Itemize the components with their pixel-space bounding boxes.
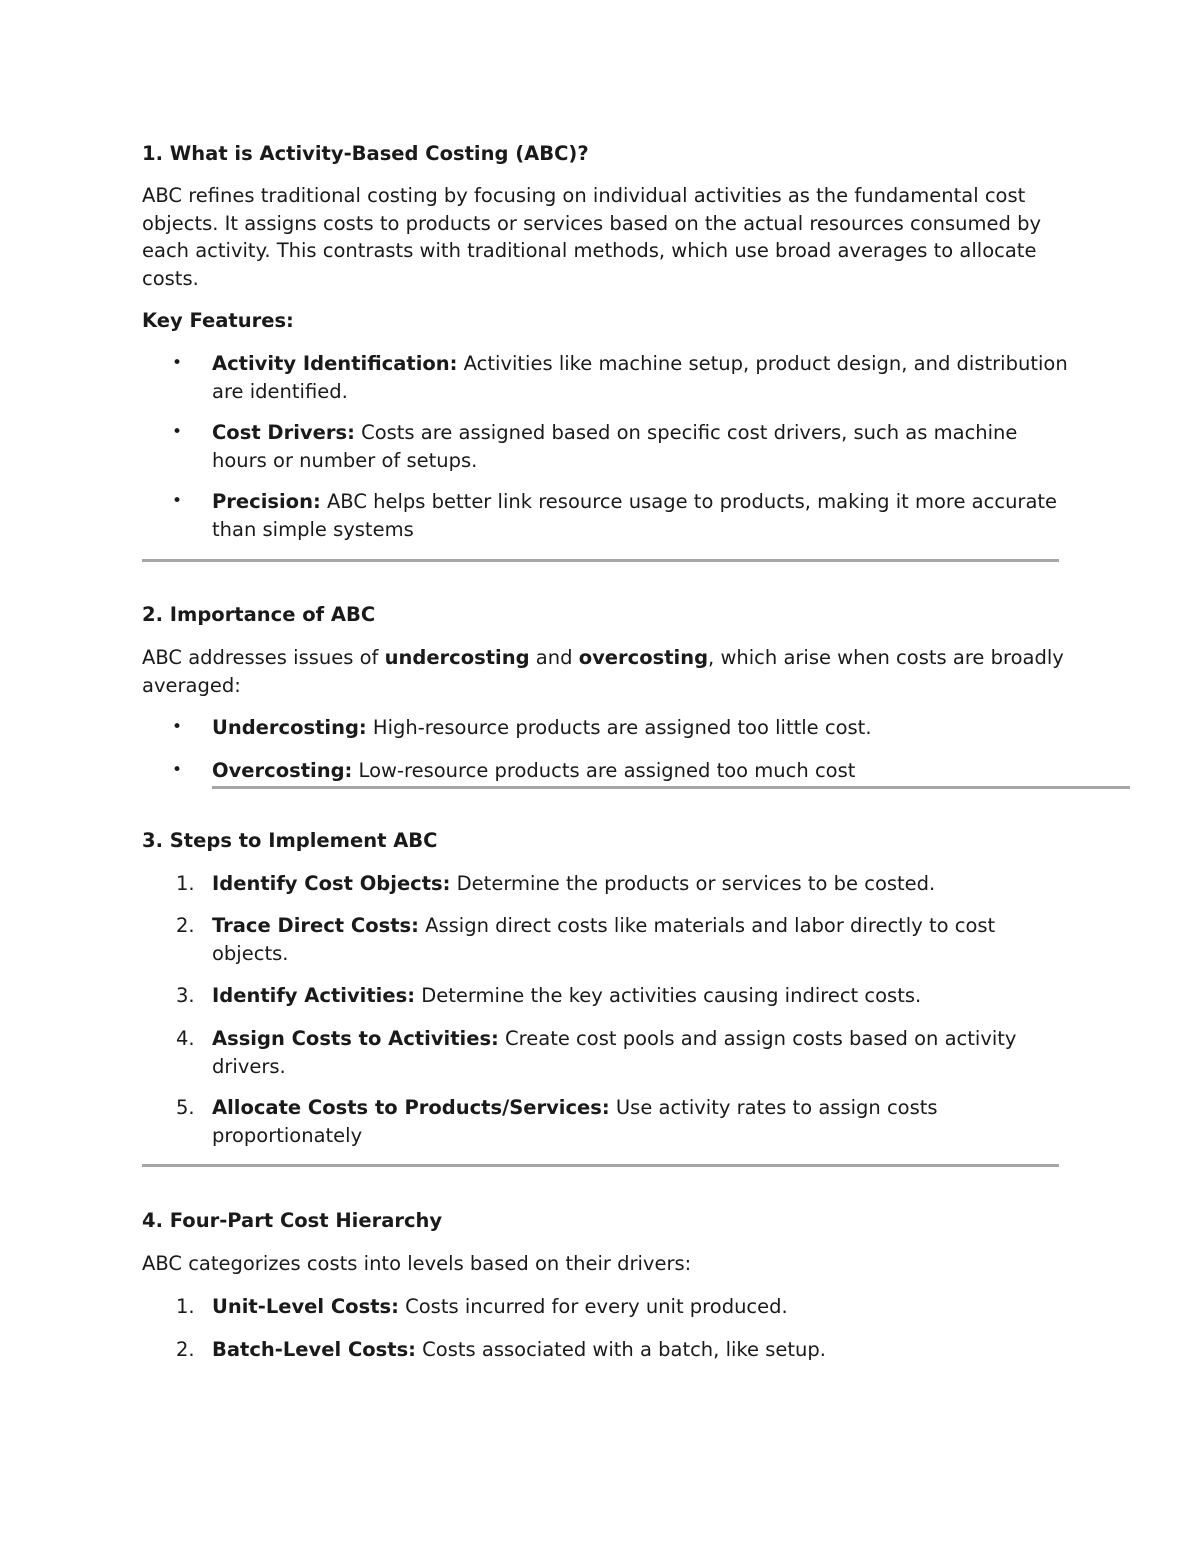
list-item-term: Overcosting: bbox=[212, 759, 353, 782]
list-item-body: Low-resource products are assigned too much cost bbox=[352, 759, 856, 782]
list-item-term: Identify Activities: bbox=[212, 984, 415, 1007]
item-number: 5. bbox=[176, 1096, 195, 1119]
list-item-text bbox=[212, 419, 1072, 474]
intro-text: , which arise when costs are broadly averaged: bbox=[142, 646, 1064, 697]
section-3 bbox=[142, 827, 437, 855]
list-item-text bbox=[212, 1336, 1072, 1364]
item-number: 2. bbox=[176, 914, 195, 937]
item-number: 3. bbox=[176, 984, 195, 1007]
section-2 bbox=[142, 601, 375, 629]
list-item-text bbox=[212, 714, 1072, 742]
list-item-text bbox=[212, 982, 1072, 1010]
list-item-body: Use activity rates to assign costs proportionately bbox=[212, 1096, 938, 1147]
horizontal-rule bbox=[212, 786, 1130, 789]
section-4-paragraph-wrap bbox=[142, 1250, 1072, 1278]
intro-text: ABC addresses issues of bbox=[142, 646, 385, 669]
list-item-body: Costs are assigned based on specific cost drivers, such as machine hours or number of setups. bbox=[212, 421, 1018, 472]
list-item-term: Assign Costs to Activities: bbox=[212, 1027, 499, 1050]
bullet-icon: • bbox=[172, 422, 183, 442]
list-item-body: Activities like machine setup, product design, and distribution are identified. bbox=[212, 352, 1068, 403]
list-item-text bbox=[212, 488, 1072, 543]
list-item-term: Activity Identification: bbox=[212, 352, 458, 375]
item-number: 4. bbox=[176, 1027, 195, 1050]
list-item-text bbox=[212, 350, 1072, 405]
section-1-paragraph: ABC refines traditional costing by focusing on individual activities as the fundamental cost objects. It assigns costs to products or services based on the actual resources consumed by each activity. This contrasts with traditional methods, which use broad averages to allocate costs. bbox=[142, 184, 1042, 290]
horizontal-rule bbox=[142, 1164, 1059, 1167]
list-item-text bbox=[212, 912, 1072, 967]
key-features-wrap bbox=[142, 307, 294, 335]
list-item-term: Identify Cost Objects: bbox=[212, 872, 451, 895]
list-item-body: Costs incurred for every unit produced. bbox=[398, 1295, 788, 1318]
section-1-heading: 1. What is Activity-Based Costing (ABC)? bbox=[142, 142, 589, 165]
bullet-icon: • bbox=[172, 717, 183, 737]
list-item-term: Unit-Level Costs: bbox=[212, 1295, 399, 1318]
item-number: 1. bbox=[176, 1295, 195, 1318]
list-item-term: Trace Direct Costs: bbox=[212, 914, 419, 937]
section-2-paragraph bbox=[142, 644, 1072, 699]
intro-text: and bbox=[529, 646, 579, 669]
list-item-body: Costs associated with a batch, like setup. bbox=[415, 1338, 826, 1361]
list-item-term: Precision: bbox=[212, 490, 321, 513]
list-item-term: Cost Drivers: bbox=[212, 421, 355, 444]
list-item-term: Batch-Level Costs: bbox=[212, 1338, 416, 1361]
list-item-text bbox=[212, 870, 1072, 898]
list-item-body: Create cost pools and assign costs based on activity drivers. bbox=[212, 1027, 1017, 1078]
list-item-text bbox=[212, 1025, 1072, 1080]
item-number: 2. bbox=[176, 1338, 195, 1361]
list-item-body: High-resource products are assigned too little cost. bbox=[366, 716, 872, 739]
section-4-heading: 4. Four-Part Cost Hierarchy bbox=[142, 1209, 443, 1232]
key-features-heading: Key Features: bbox=[142, 309, 294, 332]
section-1 bbox=[142, 140, 589, 168]
section-4 bbox=[142, 1207, 442, 1235]
list-item-term: Allocate Costs to Products/Services: bbox=[212, 1096, 610, 1119]
list-item-text bbox=[212, 1094, 1072, 1149]
list-item-body: Determine the products or services to be costed. bbox=[450, 872, 936, 895]
intro-term-undercosting: undercosting bbox=[384, 646, 530, 669]
section-2-heading: 2. Importance of ABC bbox=[142, 603, 376, 626]
section-4-paragraph: ABC categorizes costs into levels based on their drivers: bbox=[142, 1252, 692, 1275]
list-item-body: Assign direct costs like materials and labor directly to cost objects. bbox=[212, 914, 996, 965]
list-item-body: ABC helps better link resource usage to products, making it more accurate than simple systems bbox=[212, 490, 1058, 541]
intro-term-overcosting: overcosting bbox=[578, 646, 709, 669]
bullet-icon: • bbox=[172, 491, 183, 511]
item-number: 1. bbox=[176, 872, 195, 895]
list-item-text bbox=[212, 1293, 1072, 1321]
bullet-icon: • bbox=[172, 353, 183, 373]
list-item-text bbox=[212, 757, 1072, 785]
section-2-paragraph-wrap bbox=[142, 644, 1072, 699]
section-3-heading: 3. Steps to Implement ABC bbox=[142, 829, 438, 852]
section-1-paragraph-wrap bbox=[142, 182, 1072, 292]
bullet-icon: • bbox=[172, 760, 183, 780]
list-item-body: Determine the key activities causing indirect costs. bbox=[415, 984, 922, 1007]
list-item-term: Undercosting: bbox=[212, 716, 367, 739]
horizontal-rule bbox=[142, 559, 1059, 562]
